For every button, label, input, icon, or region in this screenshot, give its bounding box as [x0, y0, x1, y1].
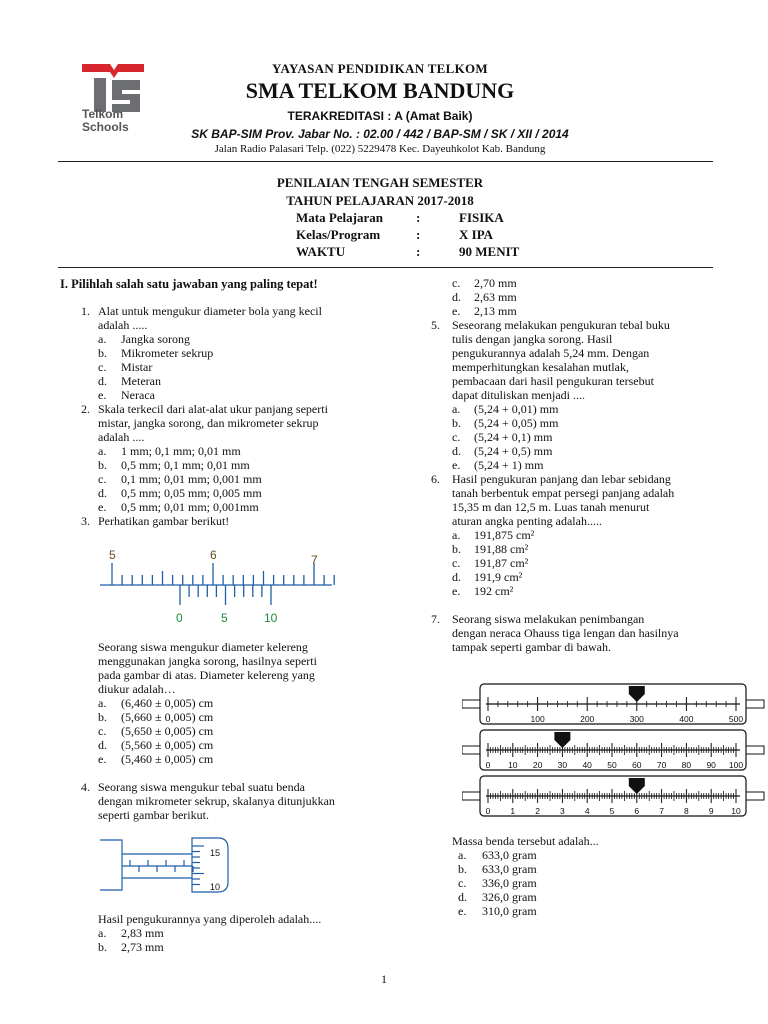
accreditation: TERAKREDITASI : A (Amat Baik): [287, 109, 473, 123]
vernier-caliper-diagram: [100, 545, 340, 627]
option-text: 191,87 cm²: [474, 556, 529, 570]
option-text: (5,24 + 0,01) mm: [474, 402, 559, 416]
question-number: 7.: [431, 612, 440, 626]
beam-tick-label: 60: [632, 760, 642, 770]
option-text: 0,5 mm; 0,1 mm; 0,01 mm: [121, 458, 250, 472]
option-text: Jangka sorong: [121, 332, 190, 346]
beam-tick-label: 80: [681, 760, 692, 770]
option-text: (5,660 ± 0,005) cm: [121, 710, 214, 724]
option-text: 336,0 gram: [482, 876, 537, 890]
beam-tick-label: 2: [535, 806, 540, 816]
beam-tick-label: 4: [584, 806, 590, 816]
exam-info-value: X IPA: [459, 227, 494, 242]
school-name: SMA TELKOM BANDUNG: [245, 78, 515, 103]
beam-tick-label: 0: [485, 806, 491, 816]
option-letter: c.: [98, 472, 107, 486]
option-letter: d.: [452, 290, 461, 304]
beam-end-stub: [462, 700, 480, 708]
option-letter: b.: [98, 940, 107, 954]
question-text: tampak seperti gambar di bawah.: [452, 640, 611, 654]
question-text: Alat untuk mengukur diameter bola yang kecil: [98, 304, 322, 318]
question-text: dapat dituliskan menjadi ....: [452, 388, 585, 402]
caliper-main-label: 6: [210, 548, 217, 562]
beam-tick-label: 20: [532, 760, 543, 770]
option-text: 2,73 mm: [121, 940, 164, 954]
question-text: aturan angka penting adalah.....: [452, 514, 602, 528]
option-letter: b.: [452, 416, 461, 430]
exam-info-divider: [58, 267, 713, 268]
option-letter: d.: [452, 570, 461, 584]
option-text: 0,5 mm; 0,01 mm; 0,001mm: [121, 500, 259, 514]
option-letter: d.: [98, 738, 107, 752]
micrometer-diagram: [100, 832, 250, 898]
beam-tick-label: 7: [659, 806, 664, 816]
section-title: I. Pilihlah salah satu jawaban yang paling tepat!: [60, 277, 318, 291]
school-address: Jalan Radio Palasari Telp. (022) 5229478 Kec. Dayeuhkolot Kab. Bandung: [214, 143, 546, 155]
exam-info-sep: :: [416, 227, 421, 242]
exam-info-sep: :: [416, 244, 421, 259]
option-letter: c.: [452, 430, 461, 444]
question-number: 4.: [81, 780, 90, 794]
question-number: 1.: [81, 304, 90, 318]
caliper-main-label: 5: [109, 548, 116, 562]
option-text: 191,9 cm²: [474, 570, 523, 584]
beam-tick-label: 5: [609, 806, 615, 816]
exam-info-label: WAKTU: [296, 244, 346, 259]
option-text: 192 cm²: [474, 584, 514, 598]
question-text: adalah ....: [98, 430, 145, 444]
option-letter: a.: [98, 696, 107, 710]
ohaus-balance-diagram: [462, 682, 768, 818]
beam-tick-label: 500: [728, 714, 744, 724]
option-letter: a.: [452, 402, 461, 416]
option-letter: a.: [98, 926, 107, 940]
exam-year: TAHUN PELAJARAN 2017-2018: [286, 193, 474, 208]
beam-end-stub: [746, 700, 764, 708]
micrometer-label: 10: [210, 882, 221, 892]
balance-beam: [462, 730, 764, 770]
beam-tick-label: 400: [679, 714, 694, 724]
option-text: 191,88 cm²: [474, 542, 529, 556]
beam-tick-label: 1: [510, 806, 516, 816]
option-letter: c.: [458, 876, 467, 890]
balance-beam: [462, 776, 764, 816]
option-letter: c.: [98, 360, 107, 374]
caliper-main-label: 7: [311, 553, 318, 567]
option-letter: d.: [98, 374, 107, 388]
caliper-vernier-label: 0: [176, 611, 183, 625]
question-number: 2.: [81, 402, 90, 416]
option-letter: e.: [452, 304, 461, 318]
question-text: pengukurannya adalah 5,24 mm. Dengan: [452, 346, 650, 360]
beam-tick-label: 9: [708, 806, 714, 816]
page-number: 1: [381, 972, 387, 986]
option-text: Mikrometer sekrup: [121, 346, 214, 360]
beam-tick-label: 0: [485, 714, 491, 724]
option-text: 633,0 gram: [482, 862, 537, 876]
beam-end-stub: [746, 746, 764, 754]
logo-text-telkom: Telkom: [82, 107, 124, 121]
option-letter: a.: [98, 332, 107, 346]
beam-tick-label: 50: [607, 760, 617, 770]
question-text: tanah berbentuk empat persegi panjang adalah: [452, 486, 675, 500]
option-text: (6,460 ± 0,005) cm: [121, 696, 214, 710]
exam-info-label: Mata Pelajaran: [296, 210, 384, 225]
option-text: (5,24 + 0,05) mm: [474, 416, 559, 430]
beam-tick-label: 6: [634, 806, 640, 816]
question-number: 6.: [431, 472, 440, 486]
option-letter: c.: [452, 276, 461, 290]
question-text: Hasil pengukurannya yang diperoleh adalah....: [98, 912, 322, 926]
option-text: (5,650 ± 0,005) cm: [121, 724, 214, 738]
option-text: 1 mm; 0,1 mm; 0,01 mm: [121, 444, 241, 458]
beam-end-stub: [462, 746, 480, 754]
option-text: Neraca: [121, 388, 155, 402]
option-letter: e.: [98, 752, 107, 766]
exam-info-sep: :: [416, 210, 421, 225]
exam-info-value: FISIKA: [459, 210, 504, 225]
option-letter: d.: [98, 486, 107, 500]
beam-tick-label: 100: [530, 714, 545, 724]
beam-tick-label: 10: [508, 760, 518, 770]
question-text: Massa benda tersebut adalah...: [452, 834, 599, 848]
question-text: dengan mikrometer sekrup, skalanya ditunjukkan: [98, 794, 335, 808]
question-text: adalah .....: [98, 318, 148, 332]
option-letter: b.: [452, 542, 461, 556]
option-letter: e.: [98, 388, 107, 402]
option-text: Mistar: [121, 360, 153, 374]
question-text: tulis dengan jangka sorong. Hasil: [452, 332, 613, 346]
question-number: 3.: [81, 514, 90, 528]
balance-beam: [462, 684, 764, 724]
option-text: 2,83 mm: [121, 926, 164, 940]
question-text: dengan neraca Ohauss tiga lengan dan hasilnya: [452, 626, 679, 640]
option-letter: b.: [458, 862, 467, 876]
header-divider: [58, 161, 713, 162]
beam-end-stub: [462, 792, 480, 800]
question-text: menggunakan jangka sorong, hasilnya seperti: [98, 654, 317, 668]
question-text: Skala terkecil dari alat-alat ukur panjang seperti: [98, 402, 328, 416]
question-text: Seorang siswa mengukur tebal suatu benda: [98, 780, 305, 794]
beam-tick-label: 300: [629, 714, 644, 724]
beam-tick-label: 0: [485, 760, 491, 770]
option-text: 2,13 mm: [474, 304, 517, 318]
decree-number: SK BAP-SIM Prov. Jabar No. : 02.00 / 442 / BAP-SM / SK / XII / 2014: [191, 127, 569, 141]
option-letter: d.: [452, 444, 461, 458]
question-number: 5.: [431, 318, 440, 332]
logo-text-schools: Schools: [82, 120, 129, 134]
beam-tick-label: 90: [706, 760, 716, 770]
option-text: 310,0 gram: [482, 904, 537, 918]
option-text: (5,24 + 0,5) mm: [474, 444, 553, 458]
question-text: Perhatikan gambar berikut!: [98, 514, 230, 528]
beam-end-stub: [746, 792, 764, 800]
question-text: seperti gambar berikut.: [98, 808, 209, 822]
option-letter: b.: [98, 458, 107, 472]
option-text: Meteran: [121, 374, 161, 388]
option-letter: c.: [98, 724, 107, 738]
question-text: mistar, jangka sorong, dan mikrometer sekrup: [98, 416, 319, 430]
question-text: Hasil pengukuran panjang dan lebar sebidang: [452, 472, 671, 486]
exam-info-label: Kelas/Program: [296, 227, 381, 242]
option-letter: a.: [98, 444, 107, 458]
option-text: (5,460 ± 0,005) cm: [121, 752, 214, 766]
question-text: Seorang siswa mengukur diameter kelereng: [98, 640, 308, 654]
option-text: 191,875 cm²: [474, 528, 535, 542]
question-text: Seseorang melakukan pengukuran tebal buku: [452, 318, 670, 332]
school-logo: [80, 60, 146, 140]
caliper-vernier-label: 10: [264, 611, 278, 625]
option-letter: b.: [98, 710, 107, 724]
option-letter: e.: [458, 904, 467, 918]
option-text: 633,0 gram: [482, 848, 537, 862]
option-letter: d.: [458, 890, 467, 904]
beam-tick-label: 70: [656, 760, 667, 770]
question-text: diukur adalah…: [98, 682, 176, 696]
option-letter: b.: [98, 346, 107, 360]
micrometer-label: 15: [210, 848, 221, 858]
option-letter: a.: [452, 528, 461, 542]
question-text: Seorang siswa melakukan penimbangan: [452, 612, 645, 626]
foundation-name: YAYASAN PENDIDIKAN TELKOM: [271, 61, 489, 76]
question-text: pembacaan dari hasil pengukuran tersebut: [452, 374, 654, 388]
option-text: 326,0 gram: [482, 890, 537, 904]
option-text: 2,70 mm: [474, 276, 517, 290]
option-letter: c.: [452, 556, 461, 570]
beam-tick-label: 3: [560, 806, 565, 816]
beam-tick-label: 8: [684, 806, 689, 816]
exam-info-value: 90 MENIT: [459, 244, 520, 259]
option-letter: e.: [98, 500, 107, 514]
option-text: (5,24 + 1) mm: [474, 458, 544, 472]
beam-tick-label: 40: [582, 760, 592, 770]
option-text: 2,63 mm: [474, 290, 517, 304]
beam-tick-label: 30: [557, 760, 568, 770]
question-text: memperhitungkan kesalahan mutlak,: [452, 360, 629, 374]
beam-tick-label: 200: [580, 714, 595, 724]
beam-tick-label: 100: [728, 760, 744, 770]
option-text: (5,24 + 0,1) mm: [474, 430, 553, 444]
option-text: 0,1 mm; 0,01 mm; 0,001 mm: [121, 472, 262, 486]
beam-tick-label: 10: [731, 806, 741, 816]
option-text: 0,5 mm; 0,05 mm; 0,005 mm: [121, 486, 262, 500]
option-letter: e.: [452, 458, 461, 472]
question-text: 15,35 m dan 12,5 m. Luas tanah menurut: [452, 500, 650, 514]
option-letter: e.: [452, 584, 461, 598]
exam-title: PENILAIAN TENGAH SEMESTER: [276, 175, 484, 190]
caliper-vernier-label: 5: [221, 611, 228, 625]
option-text: (5,560 ± 0,005) cm: [121, 738, 214, 752]
option-letter: a.: [458, 848, 467, 862]
question-text: pada gambar di atas. Diameter kelereng yang: [98, 668, 315, 682]
